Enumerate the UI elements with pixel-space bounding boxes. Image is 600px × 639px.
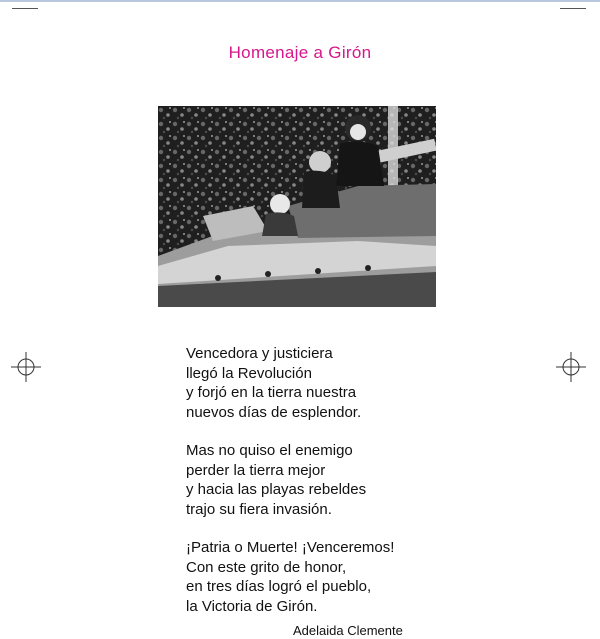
registration-mark-left-icon xyxy=(11,352,41,382)
poem-verse: y forjó en la tierra nuestra xyxy=(186,384,357,401)
poem-verse: trajo su fiera invasión. xyxy=(186,500,332,518)
poem-verse: Con este grito de honor, xyxy=(186,558,347,576)
historic-photo xyxy=(158,106,436,307)
poem-verse: Mas no quiso el enemigo xyxy=(186,442,353,459)
tank-soldiers-photo-icon xyxy=(158,106,436,307)
poem-stanza-2 xyxy=(186,441,394,519)
page-title: Homenaje a Girón xyxy=(228,43,372,62)
poem-verse: nuevos días de esplendor. xyxy=(186,403,362,421)
poem-author: Adelaida Clemente xyxy=(293,623,403,638)
poem-stanza-1 xyxy=(186,344,394,422)
poem-verse: llegó la Revolución xyxy=(186,364,312,382)
poem-body xyxy=(186,344,394,616)
poem-verse: la Victoria de Girón. xyxy=(186,597,318,615)
page-top-frame xyxy=(0,0,600,8)
poem-verse: y hacia las playas rebeldes xyxy=(186,481,367,498)
poem-stanza-3 xyxy=(186,538,394,616)
poem-verse: ¡Patria o Muerte! ¡Venceremos! xyxy=(186,539,395,556)
poem-verse: en tres días logró el pueblo, xyxy=(186,578,372,595)
crop-mark-right xyxy=(560,8,586,9)
crop-mark-left xyxy=(12,8,38,9)
poem-verse: Vencedora y justiciera xyxy=(186,345,333,362)
poem-verse: perder la tierra mejor xyxy=(186,461,326,479)
registration-mark-right-icon xyxy=(556,352,586,382)
